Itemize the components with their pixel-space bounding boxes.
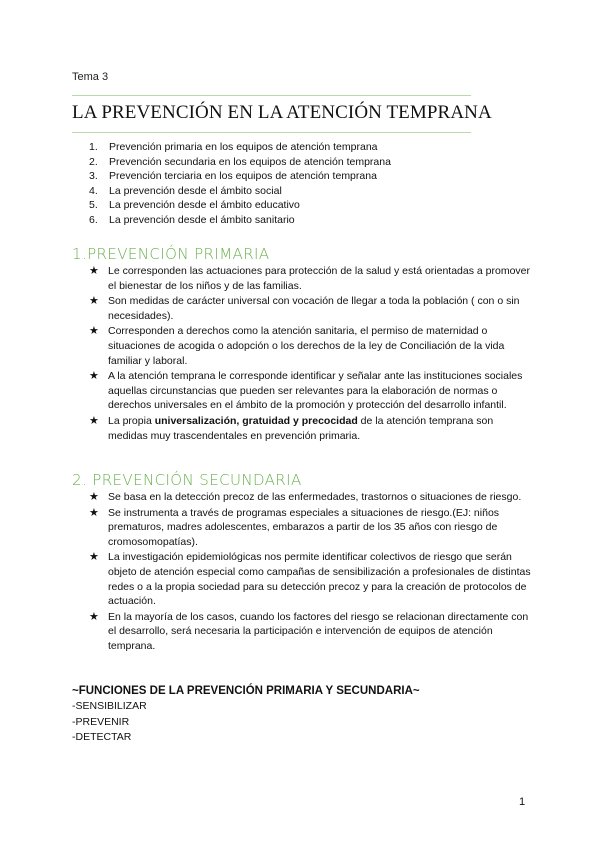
bullet-item: [72, 369, 532, 413]
bullet-item: [72, 550, 532, 608]
page-number: 1: [519, 796, 526, 808]
toc-item: [72, 184, 391, 199]
bullet-text: Se instrumenta a través de programas especiales a situaciones de riesgo.(EJ: niños prematuros, madres adolescentes, embarazos a partir de los 35 años con riesgo de cromosomopatías).: [108, 506, 500, 548]
toc-text: La prevención desde el ámbito social: [109, 184, 282, 197]
title-bottom-rule: [72, 132, 471, 133]
bullet-text-lead: La propia: [108, 414, 155, 427]
star-bullet-icon: ★: [89, 295, 99, 308]
bullet-item: [72, 490, 532, 505]
bullet-text: Le corresponden las actuaciones para protección de la salud y está orientadas a promover el bienestar de los niños y de las familias.: [108, 265, 531, 292]
bullet-text-tail: de la atención temprana son medidas muy trascendentales en prevención primaria.: [108, 414, 494, 442]
toc-text: La prevención desde el ámbito educativo: [109, 199, 300, 211]
star-bullet-icon: ★: [89, 265, 99, 277]
toc-item: [72, 140, 391, 155]
bullet-text: Se basa en la detección precoz de las enfermedades, trastornos o situaciones de riesgo.: [108, 491, 522, 503]
functions-block: [72, 683, 420, 746]
toc-number: 4.: [89, 184, 98, 197]
secundaria-bullet-list: [72, 490, 532, 655]
functions-title: ~FUNCIONES DE LA PREVENCIÓN PRIMARIA Y SECUNDARIA~: [72, 685, 420, 697]
toc-item: [72, 213, 391, 228]
toc-item: [72, 155, 391, 170]
page-title: LA PREVENCIÓN EN LA ATENCIÓN TEMPRANA: [72, 102, 492, 123]
bullet-text-bold: universalización, gratuidad y precocidad: [154, 414, 358, 427]
bullet-item: [72, 414, 532, 443]
primaria-bullet-list: [72, 264, 532, 444]
bullet-text: A la atención temprana le corresponde identificar y señalar ante las instituciones sociales aquellas circunstancias que pueden ser relevantes para la elaboración de normas o derechos universales en el ámbito de la promoción y protección del desarrollo infantil.: [108, 370, 523, 412]
star-bullet-icon: ★: [89, 610, 99, 623]
toc-item: [72, 169, 391, 184]
function-item: -PREVENIR: [72, 715, 130, 728]
bullet-text: [108, 414, 532, 443]
toc-number: 1.: [89, 141, 98, 153]
star-bullet-icon: ★: [89, 370, 99, 383]
toc-text: Prevención secundaria en los equipos de atención temprana: [109, 155, 391, 168]
bullet-item: [72, 294, 532, 323]
toc-number: 5.: [89, 199, 98, 211]
bullet-item: [72, 610, 532, 654]
star-bullet-icon: ★: [89, 414, 99, 427]
topic-label: Tema 3: [72, 71, 109, 83]
toc-item: [72, 198, 391, 213]
bullet-text: En la mayoría de los casos, cuando los factores del riesgo se relacionan directamente con el desarrollo, será necesaria la participación e intervención de equipos de atención temprana.: [108, 610, 529, 652]
toc-text: La prevención desde el ámbito sanitario: [109, 213, 295, 226]
section-heading-primaria: 1.PREVENCIÓN PRIMARIA: [72, 245, 270, 263]
function-item: -DETECTAR: [72, 731, 132, 743]
bullet-text: La investigación epidemiológicas nos permite identificar colectivos de riesgo que serán objeto de atención especial como campañas de sensibilización a profesionales de distintas redes o a la propia sociedad para su detección precoz y para la creación de protocolos de actuación.: [108, 551, 531, 608]
bullet-item: [72, 506, 532, 550]
bullet-text: Corresponden a derechos como la atención sanitaria, el permiso de maternidad o situaciones de acogida o adopción o los derechos de la ley de Conciliación de la vida familiar y laboral.: [108, 325, 505, 367]
toc-number: 3.: [89, 170, 98, 182]
bullet-text: Son medidas de carácter universal con vocación de llegar a toda la población ( con o sin necesidades).: [108, 295, 520, 322]
table-of-contents: [72, 140, 391, 227]
function-item: -SENSIBILIZAR: [72, 700, 147, 712]
section-heading-secundaria: 2. PREVENCIÓN SECUNDARIA: [72, 471, 302, 489]
title-top-rule: [72, 95, 471, 96]
toc-text: Prevención terciaria en los equipos de atención temprana: [109, 170, 377, 182]
bullet-item: [72, 264, 532, 293]
star-bullet-icon: ★: [89, 491, 99, 503]
toc-text: Prevención primaria en los equipos de atención temprana: [109, 141, 378, 153]
star-bullet-icon: ★: [89, 551, 99, 564]
bullet-item: [72, 324, 532, 368]
star-bullet-icon: ★: [89, 325, 99, 338]
toc-number: 6.: [89, 213, 98, 226]
star-bullet-icon: ★: [89, 506, 99, 519]
toc-number: 2.: [89, 155, 98, 168]
